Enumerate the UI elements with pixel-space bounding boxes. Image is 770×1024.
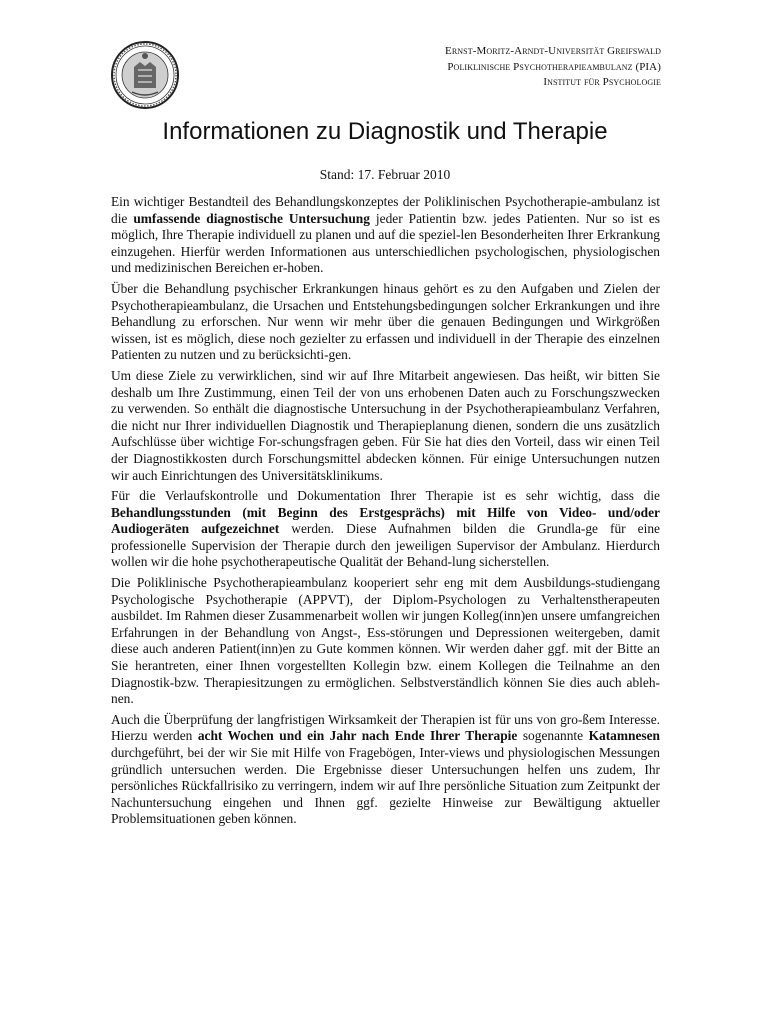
paragraph-followup: [111, 712, 660, 828]
paragraph-text: Über die Behandlung psychischer Erkrankungen hinaus gehört es zu den Aufgaben und Zielen der Psychotherapieambulanz, die Ursachen und Entstehungsbedingungen solcher Erkrankungen und ihre Behandlung zu erforschen. Nur wenn wir mehr über die genauen Bedingungen und Wirkgrößen wissen, ist es möglich, diese noch gezielter zu erfassen und individuell in der Therapie des einzelnen Patienten zu nutzen und zu berücksichti-gen.: [111, 280, 660, 363]
paragraph-emphasis: Katamnesen: [588, 728, 660, 744]
document-title: Informationen zu Diagnostik und Therapie: [162, 118, 608, 145]
paragraph-text: durchgeführt, bei der wir Sie mit Hilfe von Fragebögen, Inter-views und physiologischen Messungen gründlich untersuchen werden. Die Ergebnisse dieser Untersuchungen helfen uns zudem, Ihr persönliches Rückfallrisiko zu verringern, indem wir auf Ihre persönliche Situation zum Zeitpunkt der Nachuntersuchung eingehen und Ihnen ggf. gezielte Hinweise zur Bewältigung aktueller Problemsituationen geben können.: [111, 745, 660, 827]
document-date: Stand: 17. Februar 2010: [319, 167, 451, 182]
paragraph-emphasis: Behandlungsstunden (mit Beginn des Erstgesprächs) mit Hilfe von Video- und/oder Audiogeräten aufgezeichnet: [111, 504, 660, 537]
paragraph-text: Die Poliklinische Psychotherapieambulanz kooperiert sehr eng mit dem Ausbildungs-studiengang Psychologische Psychotherapie (APPVT), der Diplom-Psychologen zu Verhaltenstherapeuten ausbildet. Im Rahmen dieser Zusammenarbeit wollen wir jungen Kolleg(inn)en unsere umfangreichen Erfahrungen in der Behandlung von Angst-, Ess-störungen und Depressionen weitergeben, damit diese auch anderen Patient(inn)en zu Gute kommen können. Wir werden daher ggf. mit der Bitte an Sie herantreten, einer Ihnen vorgestellten Kollegin bzw. einem Kollegen die Teilnahme an den Diagnostik-bzw. Therapiesitzungen zu ermöglichen. Selbstverständlich können Sie dies auch ableh-nen.: [111, 575, 660, 707]
institute-name: Institut für Psychologie: [543, 76, 661, 88]
clinic-name: Poliklinische Psychotherapieambulanz (PIA): [447, 60, 661, 73]
university-name: Ernst-Moritz-Arndt-Universität Greifswald: [445, 45, 661, 57]
paragraph-recording: [111, 488, 660, 571]
paragraph-emphasis: acht Wochen und ein Jahr nach Ende Ihrer Therapie: [197, 728, 518, 744]
paragraph-text: werden. Diese Aufnahmen bilden die Grundla-ge für eine professionelle Supervision der Therapie durch den jeweiligen Supervisor der Ambulanz. Hierdurch wollen wir die hohe psychotherapeutische Qualität der Behand-lung sicherstellen.: [111, 521, 660, 570]
paragraph-diagnostics: [111, 194, 660, 277]
paragraph-training: [111, 575, 660, 708]
paragraph-text: Für die Verlaufskontrolle und Dokumentation Ihrer Therapie ist es sehr wichtig, dass die: [111, 488, 660, 504]
paragraph-text: Ein wichtiger Bestandteil des Behandlungskonzeptes der Poliklinischen Psychotherapie-ambulanz ist die: [111, 194, 660, 226]
paragraph-text: Auch die Überprüfung der langfristigen Wirksamkeit der Therapien ist für uns von gro-ßem Interesse. Hierzu werden: [111, 711, 660, 744]
paragraph-research: [111, 281, 660, 364]
paragraph-emphasis: umfassende diagnostische Untersuchung: [133, 210, 370, 226]
document-body: [111, 194, 660, 832]
paragraph-text: sogenannte: [517, 728, 589, 744]
paragraph-text: jeder Patientin bzw. jedes Patienten. Nur so ist es möglich, Ihre Therapie individuell zu planen und auf die speziel-len Besonderheiten Ihrer Erkrankung einzugehen. Hierfür werden Informationen aus unterschiedlichen psychologischen, physiologischen und medizinischen Bereichen er-hoben.: [111, 210, 660, 276]
university-seal-icon: [110, 40, 180, 110]
institution-header: [445, 44, 661, 91]
paragraph-consent: [111, 368, 660, 484]
paragraph-text: Um diese Ziele zu verwirklichen, sind wir auf Ihre Mitarbeit angewiesen. Das heißt, wir bitten Sie deshalb um Ihre Zustimmung, einen Teil der von uns erhobenen Daten auch zu Forschungszwecken zu verwenden. So enthält die diagnostische Untersuchung in der Psychotherapieambulanz Verfahren, die nicht nur Ihrer individuellen Diagnostik und Therapieplanung dienen, sondern die uns zusätzlich Aufschlüsse über wichtige For-schungsfragen geben. Für Sie hat dies den Vorteil, dass wir einen Teil der Diagnostikkosten durch Forschungsmittel abdecken können. Für einige Untersuchungen nutzen wir auch Einrichtungen des Universitätsklinikums.: [111, 367, 660, 483]
